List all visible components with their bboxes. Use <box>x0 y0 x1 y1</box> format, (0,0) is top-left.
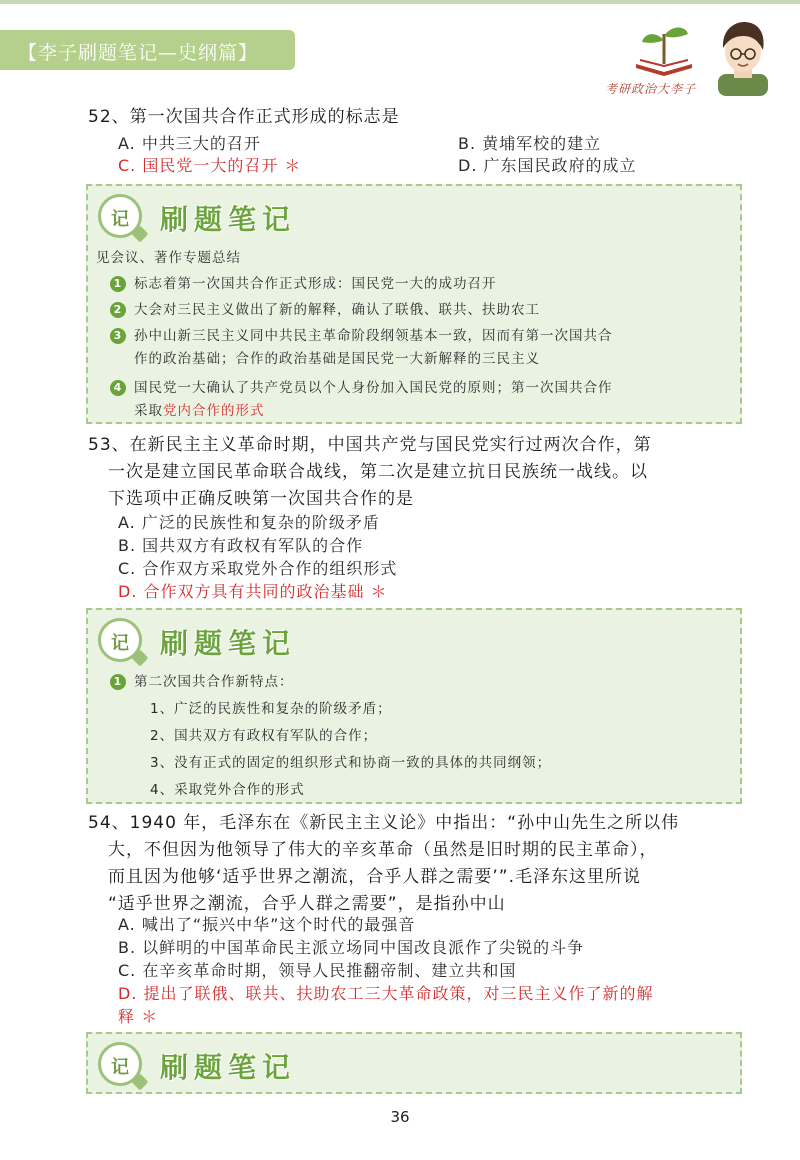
q54-option-d-correct-cont: 释 ＊ <box>118 1007 159 1026</box>
number-badge-icon: 3 <box>110 328 126 344</box>
note2-heading: 1 第二次国共合作新特点： <box>110 672 294 692</box>
note2-point-3: 3、没有正式的固定的组织形式和协商一致的具体的共同纲领； <box>150 755 552 771</box>
note-header <box>98 194 348 238</box>
q54-option-c: C. 在辛亥革命时期，领导人民推翻帝制、建立共和国 <box>118 961 517 980</box>
question-53-stem: 53、在新民主主义革命时期，中国共产党与国民党实行过两次合作，第 一次是建立国民革命联合战线，第二次是建立抗日民族统一战线。以 下选项中正确反映第一次国共合作的是 <box>88 435 652 509</box>
note-box-1 <box>86 184 742 424</box>
note-header <box>98 618 348 662</box>
number-badge-icon: 4 <box>110 380 126 396</box>
note-title: 刷题笔记 <box>160 627 297 660</box>
q53-option-d-correct: D. 合作双方具有共同的政治基础 ＊ <box>118 582 388 601</box>
avatar <box>712 18 774 96</box>
page-number: 36 <box>390 1108 410 1126</box>
note1-item-3-cont: 作的政治基础；合作的政治基础是国民党一大新解释的三民主义 <box>134 351 540 367</box>
q54-option-a: A. 喊出了“振兴中华”这个时代的最强音 <box>118 915 416 934</box>
note1-item-4-cont: 采取党内合作的形式 <box>134 403 265 419</box>
note1-item-1: 1 标志着第一次国共合作正式形成：国民党一大的成功召开 <box>110 274 497 294</box>
number-badge-icon: 1 <box>110 276 126 292</box>
q53-option-b: B. 国共双方有政权有军队的合作 <box>118 536 364 555</box>
note1-item-2: 2 大会对三民主义做出了新的解释，确认了联俄、联共、扶助农工 <box>110 300 540 320</box>
question-52-stem: 52、第一次国共合作正式形成的标志是 <box>88 107 400 127</box>
note-title: 刷题笔记 <box>160 1051 297 1084</box>
note2-point-4: 4、采取党外合作的形式 <box>150 782 305 798</box>
note2-point-1: 1、广泛的民族性和复杂的阶级矛盾； <box>150 701 392 717</box>
q52-option-b: B. 黄埔军校的建立 <box>458 134 602 153</box>
note1-item-3: 3 孙中山新三民主义同中共民主革命阶段纲领基本一致，因而有第一次国共合 <box>110 326 613 346</box>
q52-option-a: A. 中共三大的召开 <box>118 134 261 153</box>
header-banner <box>0 30 295 70</box>
question-54-stem: 54、1940 年，毛泽东在《新民主主义论》中指出：“孙中山先生之所以伟 大，不但因为他领导了伟大的辛亥革命（虽然是旧时期的民主革命）， 而且因为他够‘适乎世界之潮流，合乎人群之需要’”.毛泽东这里所说 “适乎世界之潮流，合乎人群之需要”，是指孙中山 <box>88 813 680 914</box>
q52-option-c-correct: C. 国民党一大的召开 ＊ <box>118 156 302 175</box>
number-badge-icon: 2 <box>110 302 126 318</box>
number-badge-icon: 1 <box>110 674 126 690</box>
q53-option-c: C. 合作双方采取党外合作的组织形式 <box>118 559 398 578</box>
banner-title: 【李子刷题笔记—史纲篇】 <box>18 42 259 64</box>
note2-point-2: 2、国共双方有政权有军队的合作； <box>150 728 378 744</box>
q54-option-b: B. 以鲜明的中国革命民主派立场同中国改良派作了尖锐的斗争 <box>118 938 585 957</box>
note-magnifier-icon: 记 <box>98 618 142 662</box>
q53-option-a: A. 广泛的民族性和复杂的阶级矛盾 <box>118 513 380 532</box>
brand-text: 考研政治大李子 <box>605 82 697 96</box>
q54-option-d-correct: D. 提出了联俄、联共、扶助农工三大革命政策，对三民主义作了新的解 <box>118 984 654 1003</box>
note-box-3 <box>86 1032 742 1094</box>
note-box-2 <box>86 608 742 804</box>
sprout-book-logo <box>630 20 698 80</box>
note1-heading: 见会议、著作专题总结 <box>96 250 241 266</box>
note-header <box>98 1042 348 1086</box>
note-magnifier-icon: 记 <box>98 194 142 238</box>
note-magnifier-icon: 记 <box>98 1042 142 1086</box>
note1-item-4: 4 国民党一大确认了共产党员以个人身份加入国民党的原则；第一次国共合作 <box>110 378 613 398</box>
top-strip <box>0 0 800 4</box>
q52-option-d: D. 广东国民政府的成立 <box>458 156 637 175</box>
note-title: 刷题笔记 <box>160 203 297 236</box>
